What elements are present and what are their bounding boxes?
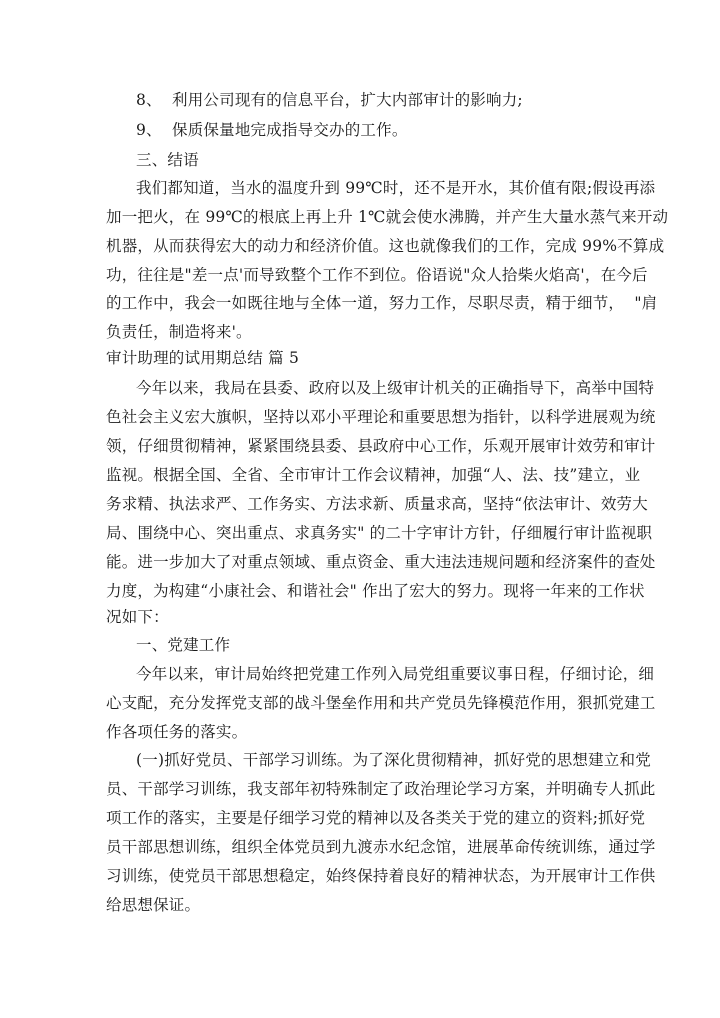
paragraph-line: 我们都知道，当水的温度升到 99℃时，还不是开水，其价值有限;假设再添: [136, 179, 656, 197]
list-item-8: 8、 利用公司现有的信息平台，扩大内部审计的影响力;: [136, 91, 523, 109]
paragraph-line: 色社会主义宏大旗帜，坚持以邓小平理论和重要思想为指针，以科学进展观为统: [106, 408, 656, 426]
paragraph-line: 今年以来，我局在县委、政府以及上级审计机关的正确指导下，高举中国特: [136, 379, 655, 397]
paragraph-line: 功，往往是"差一点'而导致整个工作不到位。俗语说"众人拾柴火焰高'，在今后: [106, 266, 648, 284]
paragraph-line: 领，仔细贯彻精神，紧紧围绕县委、县政府中心工作，乐观开展审计效劳和审计: [106, 437, 656, 455]
paragraph-line: 局、围绕中心、突出重点、求真务实" 的二十字审计方针，仔细履行审计监视职: [106, 524, 653, 542]
section-heading-party-building: 一、党建工作: [136, 636, 231, 654]
paragraph-line: 习训练，使党员干部思想稳定，始终保持着良好的精神状态，为开展审计工作供: [106, 867, 656, 885]
paragraph-line: 力度，为构建“小康社会、和谐社会" 作出了宏大的努力。现将一年来的工作状: [106, 582, 645, 600]
paragraph-line: 员干部思想训练，组织全体党员到九渡赤水纪念馆，进展革命传统训练，通过学: [106, 838, 656, 856]
paragraph-line: 加一把火，在 99℃的根底上再上升 1℃就会使水沸腾，并产生大量水蒸气来开动: [106, 208, 669, 226]
paragraph-line: 作各项任务的落实。: [106, 723, 248, 741]
paragraph-line: 今年以来，审计局始终把党建工作列入局党组重要议事日程，仔细讨论，细: [136, 665, 655, 683]
paragraph-line: 机器，从而获得宏大的动力和经济价值。这也就像我们的工作，完成 99%不算成: [106, 237, 665, 255]
paragraph-line: 心支配，充分发挥党支部的战斗堡垒作用和共产党员先锋模范作用，狠抓党建工: [106, 694, 656, 712]
paragraph-line: (一)抓好党员、干部学习训练。为了深化贯彻精神，抓好党的思想建立和党: [136, 751, 651, 769]
paragraph-line: 况如下：: [106, 608, 169, 626]
paragraph-line: 务求精、执法求严、工作务实、方法求新、质量求高，坚持“依法审计、效劳大: [106, 495, 648, 513]
paragraph-line: 项工作的落实，主要是仔细学习党的精神以及各类关于党的建立的资料;抓好党: [106, 809, 646, 827]
section-heading-conclusion: 三、结语: [136, 151, 199, 169]
paragraph-line: 员、干部学习训练，我支部年初特殊制定了政治理论学习方案，并明确专人抓此: [106, 780, 656, 798]
article-title: 审计助理的试用期总结 篇 5: [106, 349, 300, 367]
paragraph-line: 能。进一步加大了对重点领域、重点资金、重大违法违规问题和经济案件的查处: [106, 553, 656, 571]
paragraph-line: 的工作中，我会一如既往地与全体一道，努力工作，尽职尽责，精于细节， "肩: [106, 294, 658, 312]
paragraph-line: 监视。根据全国、全省、全市审计工作会议精神，加强“人、法、技”建立，业: [106, 466, 641, 484]
list-item-9: 9、 保质保量地完成指导交办的工作。: [136, 121, 408, 139]
paragraph-line: 负责任，制造将来'。: [106, 323, 252, 341]
paragraph-line: 给思想保证。: [106, 896, 201, 914]
